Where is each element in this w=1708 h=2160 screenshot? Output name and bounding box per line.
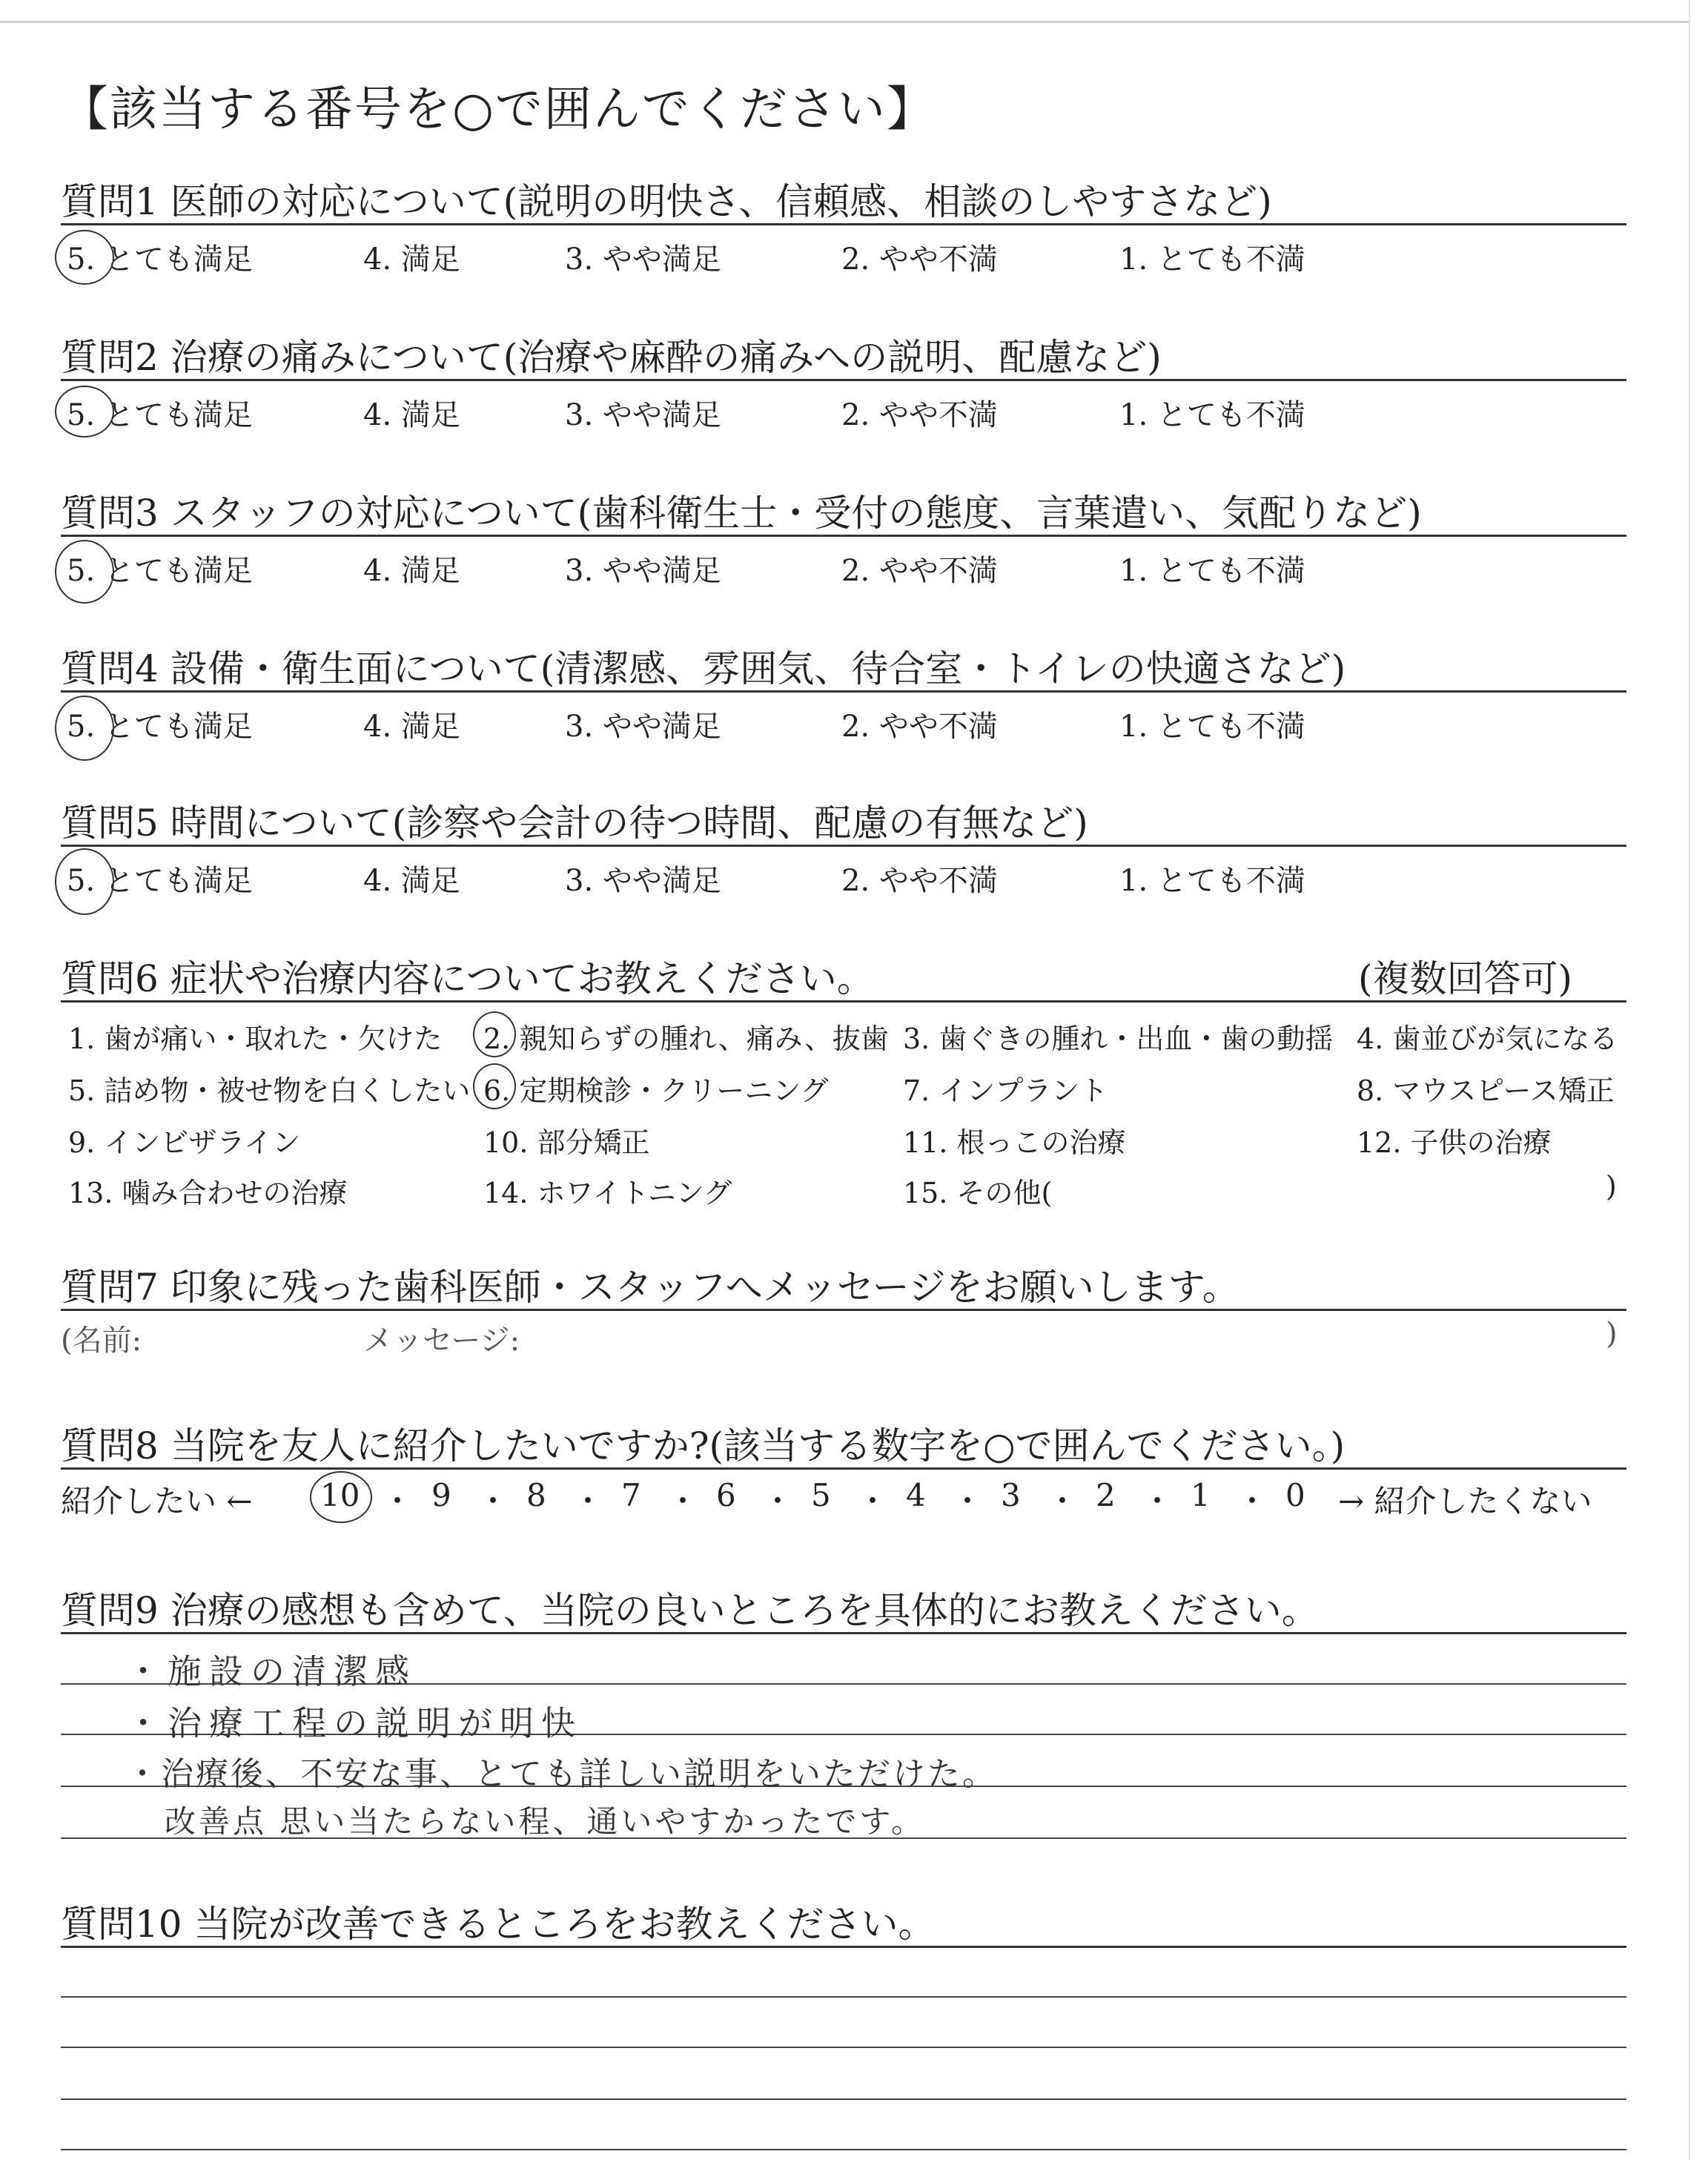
answer-line (61, 2149, 1626, 2150)
question-5-title: 質問5 時間について(診察や会計の待つ時間、配慮の有無など) (61, 802, 1088, 845)
q6-other-close-paren: ) (1606, 1170, 1617, 1203)
question-8-title: 質問8 当院を友人に紹介したいですか?(該当する数字を○で囲んでください。) (61, 1424, 1345, 1467)
q1-option-2[interactable]: 2. やや不満 (841, 242, 998, 277)
q5-option-2[interactable]: 2. やや不満 (841, 864, 998, 898)
answer-line (61, 2098, 1626, 2100)
q6-option-6[interactable]: 6. 定期検診・クリーニング (483, 1074, 829, 1107)
question-9-rule (61, 1632, 1626, 1634)
question-8-rule (61, 1467, 1626, 1470)
q8-scale-0[interactable]: 0 (1285, 1477, 1305, 1513)
q8-scale-4[interactable]: 4 (906, 1477, 926, 1513)
q7-message-label: メッセージ: (363, 1324, 520, 1358)
q3-option-4[interactable]: 4. 満足 (363, 554, 460, 588)
q3-option-2[interactable]: 2. やや不満 (841, 554, 998, 588)
q6-option-14[interactable]: 14. ホワイトニング (483, 1177, 732, 1209)
question-10-title: 質問10 当院が改善できるところをお教えください。 (61, 1903, 936, 1946)
q9-handwritten-line-1: ・施設の清潔感 (126, 1651, 417, 1691)
q6-option-9[interactable]: 9. インビザライン (68, 1126, 301, 1159)
q8-separator: ・ (857, 1483, 889, 1519)
q8-scale-3[interactable]: 3 (1001, 1477, 1021, 1513)
q1-selected-circle (55, 230, 114, 285)
q6-option-2[interactable]: 2. 親知らずの腫れ、痛み、抜歯 (483, 1023, 889, 1055)
q6-option-13[interactable]: 13. 噛み合わせの治療 (68, 1177, 348, 1209)
q2-option-3[interactable]: 3. やや満足 (565, 398, 721, 432)
q8-separator: ・ (477, 1483, 509, 1519)
q6-option-15[interactable]: 15. その他( (903, 1177, 1053, 1209)
q8-separator: ・ (1142, 1483, 1174, 1519)
q6-option-11[interactable]: 11. 根っこの治療 (903, 1126, 1126, 1159)
q1-option-1[interactable]: 1. とても不満 (1119, 242, 1305, 277)
q8-separator: ・ (667, 1483, 699, 1519)
q8-scale-8[interactable]: 8 (526, 1477, 546, 1513)
q6-option-5[interactable]: 5. 詰め物・被せ物を白くしたい (68, 1074, 471, 1107)
question-6-rule (61, 1000, 1626, 1003)
q5-option-5[interactable]: 5. とても満足 (67, 864, 253, 898)
q8-separator: ・ (572, 1483, 604, 1519)
q6-option-2-circle (473, 1011, 516, 1057)
q2-option-2[interactable]: 2. やや不満 (841, 398, 998, 432)
question-2-title: 質問2 治療の痛みについて(治療や麻酔の痛みへの説明、配慮など) (61, 336, 1162, 379)
q4-selected-circle (55, 696, 114, 761)
q7-name-label: (名前: (61, 1324, 142, 1358)
q2-option-5[interactable]: 5. とても満足 (67, 398, 253, 432)
question-6-title: 質問6 症状や治療内容についてお教えください。 (61, 957, 874, 1000)
answer-line (61, 1996, 1626, 1998)
q8-scale-7[interactable]: 7 (621, 1477, 641, 1513)
q9-handwritten-line-3: ・治療後、不安な事、とても詳しい説明をいただけた。 (126, 1755, 997, 1793)
q8-scale-1[interactable]: 1 (1191, 1477, 1211, 1513)
q5-selected-circle (55, 848, 114, 915)
q1-option-5[interactable]: 5. とても満足 (67, 242, 253, 277)
q8-separator: ・ (952, 1483, 984, 1519)
q4-option-3[interactable]: 3. やや満足 (565, 710, 721, 744)
q6-option-1[interactable]: 1. 歯が痛い・取れた・欠けた (68, 1023, 443, 1055)
q8-separator: ・ (1047, 1483, 1079, 1519)
q6-option-7[interactable]: 7. インプラント (903, 1074, 1108, 1107)
q8-right-label: → 紹介したくない (1338, 1483, 1592, 1519)
q8-scale-10[interactable]: 10 (320, 1477, 360, 1513)
question-6-note: (複数回答可) (1358, 957, 1573, 1000)
q4-option-1[interactable]: 1. とても不満 (1119, 710, 1305, 744)
q8-scale-9[interactable]: 9 (431, 1477, 451, 1513)
q8-left-label: 紹介したい ← (61, 1483, 253, 1519)
question-10-rule (61, 1946, 1626, 1948)
question-7-rule (61, 1309, 1626, 1311)
question-9-title: 質問9 治療の感想も含めて、当院の良いところを具体的にお教えください。 (61, 1589, 1319, 1632)
q8-scale-2[interactable]: 2 (1096, 1477, 1116, 1513)
q5-option-4[interactable]: 4. 満足 (363, 864, 460, 898)
q3-selected-circle (55, 540, 114, 604)
q6-option-12[interactable]: 12. 子供の治療 (1357, 1126, 1552, 1159)
q1-option-3[interactable]: 3. やや満足 (565, 242, 721, 277)
instruction-heading: 【該当する番号を○で囲んでください】 (61, 82, 936, 137)
q8-scale-5[interactable]: 5 (811, 1477, 831, 1513)
q6-option-4[interactable]: 4. 歯並びが気になる (1357, 1023, 1618, 1055)
q8-selected-circle (310, 1471, 372, 1523)
q9-handwritten-line-2: ・治療工程の説明が明快 (126, 1703, 583, 1743)
q3-option-5[interactable]: 5. とても満足 (67, 554, 253, 588)
scan-right-edge (1689, 0, 1690, 2160)
q4-option-2[interactable]: 2. やや不満 (841, 710, 998, 744)
question-5-rule (61, 845, 1626, 847)
question-3-title: 質問3 スタッフの対応について(歯科衛生士・受付の態度、言葉遣い、気配りなど) (61, 492, 1422, 535)
q4-option-4[interactable]: 4. 満足 (363, 710, 460, 744)
q6-option-10[interactable]: 10. 部分矯正 (483, 1126, 650, 1159)
q4-option-5[interactable]: 5. とても満足 (67, 710, 253, 744)
q6-option-6-circle (473, 1063, 516, 1109)
q6-option-8[interactable]: 8. マウスピース矯正 (1357, 1074, 1615, 1107)
q2-option-4[interactable]: 4. 満足 (363, 398, 460, 432)
q7-close-paren: ) (1606, 1317, 1618, 1351)
q6-option-3[interactable]: 3. 歯ぐきの腫れ・出血・歯の動揺 (903, 1023, 1334, 1055)
question-3-rule (61, 535, 1626, 537)
q5-option-1[interactable]: 1. とても不満 (1119, 864, 1305, 898)
question-7-title: 質問7 印象に残った歯科医師・スタッフへメッセージをお願いします。 (61, 1266, 1239, 1309)
q3-option-1[interactable]: 1. とても不満 (1119, 554, 1305, 588)
q9-handwritten-line-4: 改善点 思い当たらない程、通いやすかったです。 (165, 1803, 925, 1840)
q8-scale-6[interactable]: 6 (716, 1477, 736, 1513)
q8-separator: ・ (762, 1483, 794, 1519)
scan-top-edge (0, 21, 1690, 23)
answer-line (61, 2047, 1626, 2048)
question-1-rule (61, 223, 1626, 225)
q1-option-4[interactable]: 4. 満足 (363, 242, 460, 277)
question-4-title: 質問4 設備・衛生面について(清潔感、雰囲気、待合室・トイレの快適さなど) (61, 647, 1346, 690)
q8-separator: ・ (1237, 1483, 1268, 1519)
q3-option-3[interactable]: 3. やや満足 (565, 554, 721, 588)
q2-selected-circle (55, 386, 114, 437)
question-1-title: 質問1 医師の対応について(説明の明快さ、信頼感、相談のしやすさなど) (61, 180, 1272, 223)
q2-option-1[interactable]: 1. とても不満 (1119, 398, 1305, 432)
q8-separator: ・ (382, 1483, 414, 1519)
q5-option-3[interactable]: 3. やや満足 (565, 864, 721, 898)
question-2-rule (61, 379, 1626, 381)
question-4-rule (61, 690, 1626, 693)
